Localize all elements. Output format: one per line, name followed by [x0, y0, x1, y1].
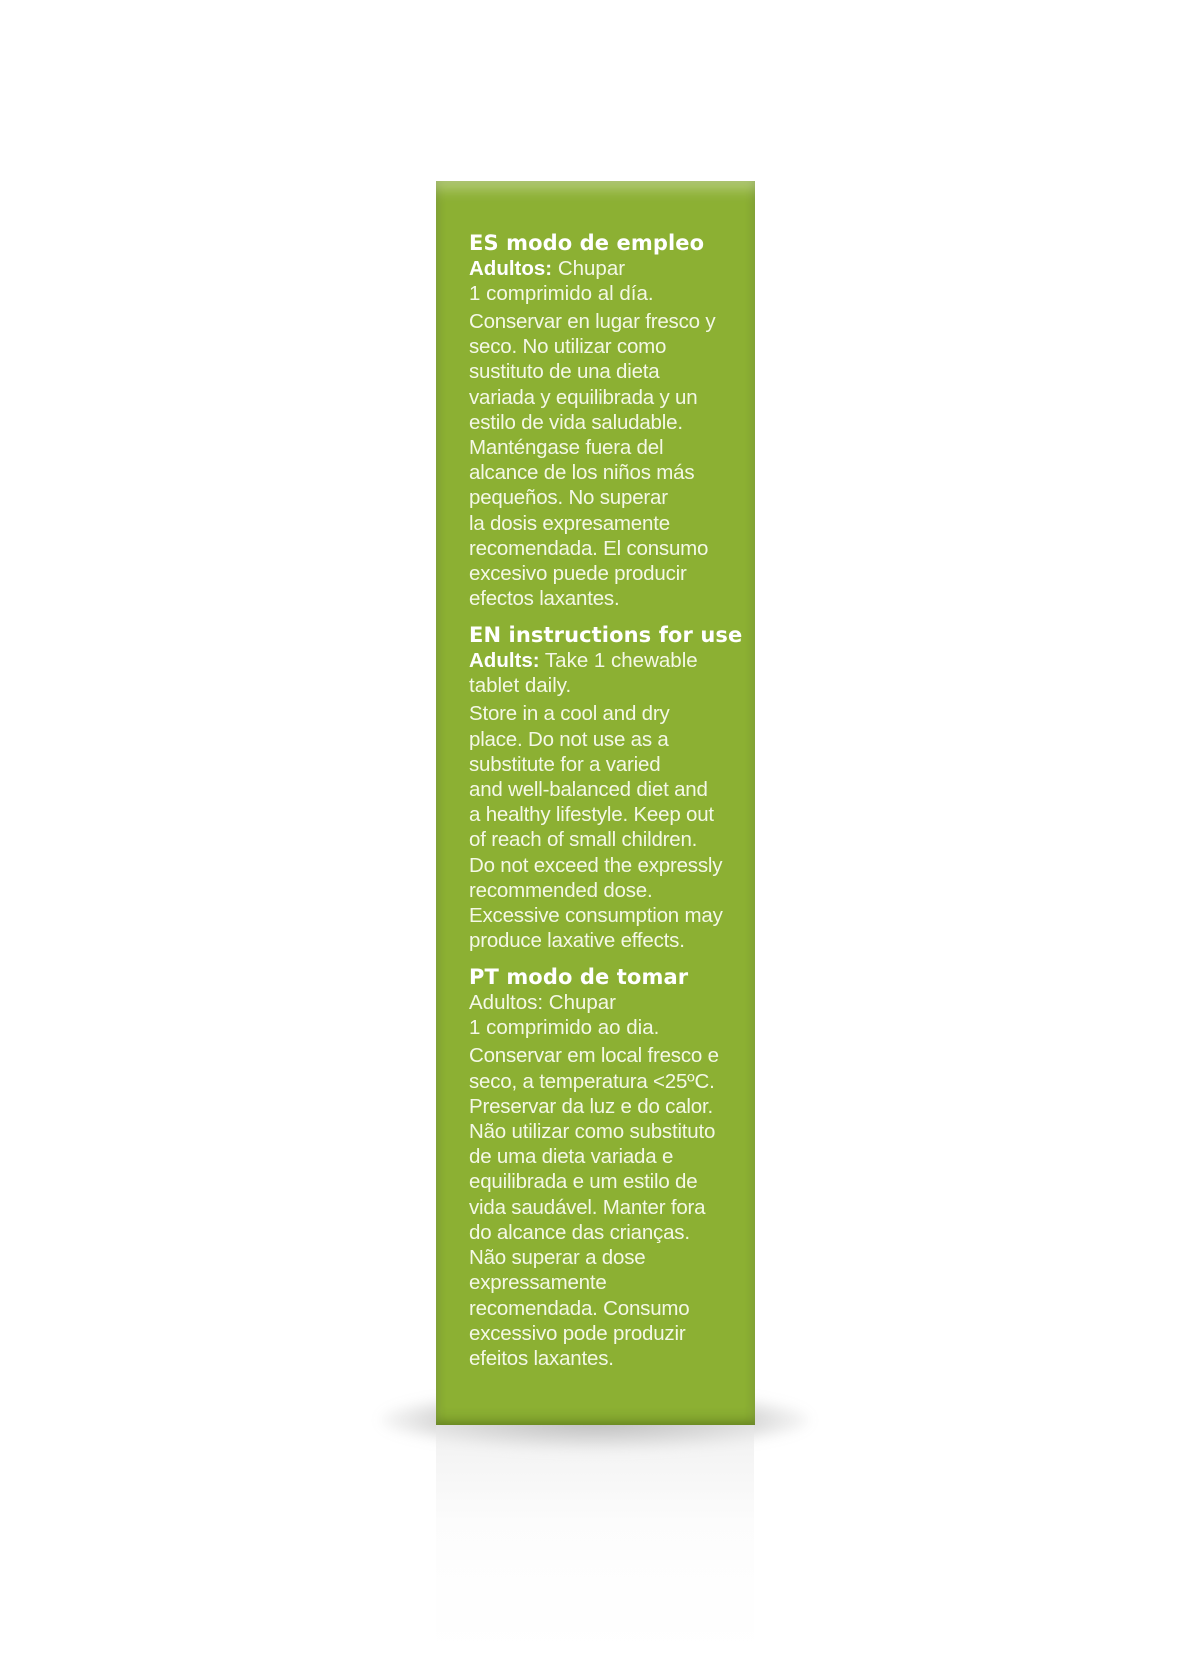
- heading-es: ES modo de empleo: [469, 231, 705, 255]
- dosage-label-es: Adultos:: [469, 257, 553, 280]
- dosage-label-en: Adults:: [469, 649, 540, 673]
- section-es: [469, 231, 744, 611]
- dosage-en: [469, 648, 744, 698]
- body-en: Store in a cool and dry place. Do not use as a substitute for a varied and well-balanced diet and a healthy lifestyle. Keep out of reach of small children. Do not exceed the expressly recommended dose. Excessive consumption may produce laxative effects.: [469, 702, 723, 953]
- section-en: [469, 623, 744, 953]
- product-box-side-panel: [436, 181, 755, 1425]
- box-reflection: [436, 1425, 754, 1655]
- body-pt: Conservar em local fresco e seco, a temperatura <25ºC. Preservar da luz e do calor. Não utilizar como substituto de uma dieta variada e equilibrada e um estilo de vida saudável. Manter fora do alcance das crianças. Não superar a dose expressamente recomendada. Consumo excessivo pode produzir efeitos laxantes.: [469, 1044, 719, 1370]
- dosage-pt: [469, 990, 744, 1040]
- section-pt: [469, 965, 744, 1371]
- dosage-es: [469, 256, 744, 306]
- heading-en: EN instructions for use: [469, 623, 743, 648]
- instructions-text-block: [469, 231, 744, 1383]
- dosage-text-pt: Adultos: Chupar 1 comprimido ao dia.: [469, 991, 660, 1040]
- body-es: Conservar en lugar fresco y seco. No utilizar como sustituto de una dieta variada y equilibrada y un estilo de vida saludable. Manténgase fuera del alcance de los niños más pequeños. No superar la dosis expresamente recomendada. El consumo excesivo puede producir efectos laxantes.: [469, 310, 716, 611]
- dosage-text-es: Chupar 1 comprimido al día.: [469, 257, 654, 305]
- dosage-text-en: Take 1 chewable tablet daily.: [469, 649, 698, 698]
- heading-pt: PT modo de tomar: [469, 965, 689, 990]
